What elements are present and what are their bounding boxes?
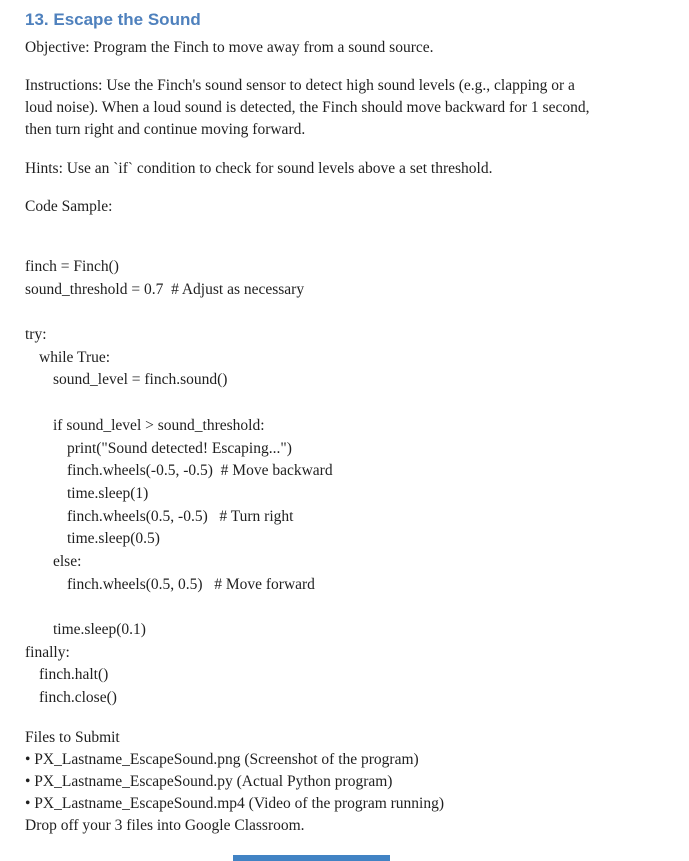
code-line: if sound_level > sound_threshold: [53, 416, 265, 434]
instructions-line: then turn right and continue moving forward. [25, 121, 306, 138]
code-line: finch.wheels(0.5, -0.5) # Turn right [67, 507, 294, 525]
code-line: finch.close() [39, 689, 117, 707]
code-line: finally: [25, 643, 70, 661]
code-line: time.sleep(0.5) [67, 530, 160, 548]
instructions-text [25, 75, 679, 141]
code-block [25, 256, 679, 710]
file-list-item: • PX_Lastname_EscapeSound.png (Screenshot of the program) [25, 750, 419, 768]
file-list-item: • PX_Lastname_EscapeSound.py (Actual Python program) [25, 772, 393, 790]
clipped-blue-element [233, 855, 390, 861]
file-list-item: • PX_Lastname_EscapeSound.mp4 (Video of the program running) [25, 794, 445, 812]
code-line: finch = Finch() [25, 258, 119, 275]
objective-text: Objective: Program the Finch to move away from a sound source. [25, 39, 434, 56]
instructions-line: loud noise). When a loud sound is detected, the Finch should move backward for 1 second, [25, 99, 590, 116]
code-line: finch.wheels(-0.5, -0.5) # Move backward [67, 462, 333, 480]
files-section [25, 727, 679, 837]
code-line: finch.wheels(0.5, 0.5) # Move forward [67, 575, 315, 593]
page-title: 13. Escape the Sound [25, 10, 201, 29]
files-heading: Files to Submit [25, 728, 120, 746]
code-line: print("Sound detected! Escaping...") [67, 439, 292, 457]
code-line: sound_threshold = 0.7 # Adjust as necessary [25, 280, 305, 298]
instructions-line: Instructions: Use the Finch's sound sensor to detect high sound levels (e.g., clapping or a [25, 77, 575, 94]
code-sample-label: Code Sample: [25, 198, 113, 215]
closing-note: Drop off your 3 files into Google Classroom. [25, 816, 305, 834]
code-line: try: [25, 326, 47, 344]
code-line: else: [53, 552, 82, 570]
code-line: while True: [39, 348, 111, 366]
code-line [25, 301, 679, 324]
code-line: finch.halt() [39, 666, 109, 684]
code-line [25, 596, 679, 619]
files-list [25, 749, 679, 815]
code-line: sound_level = finch.sound() [53, 371, 228, 389]
code-line: time.sleep(0.1) [53, 621, 146, 638]
code-line: time.sleep(1) [67, 484, 149, 502]
code-line [25, 392, 679, 415]
hints-text: Hints: Use an `if` condition to check for sound levels above a set threshold. [25, 160, 493, 177]
document-page [0, 10, 689, 837]
